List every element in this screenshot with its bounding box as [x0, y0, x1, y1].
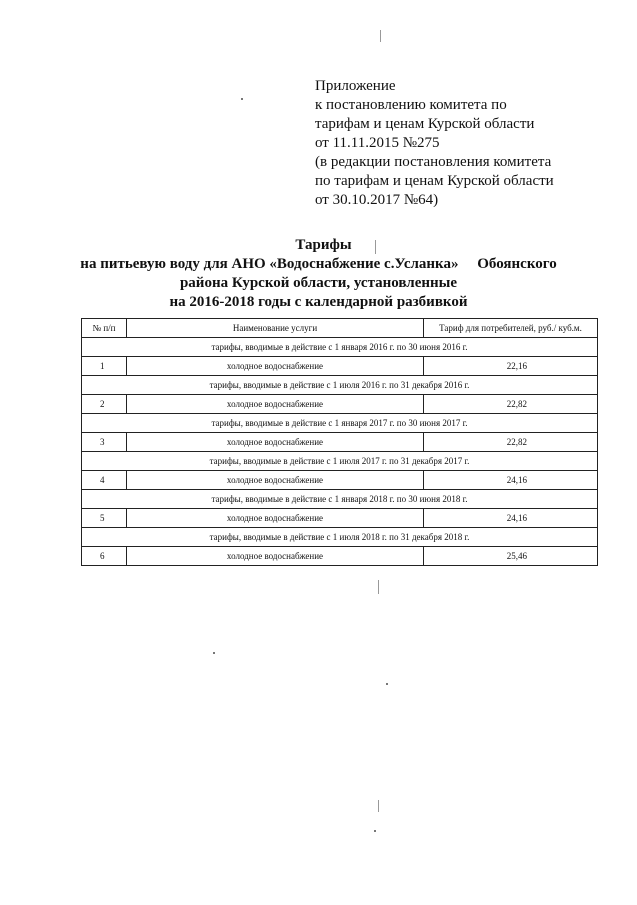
- appendix-line: к постановлению комитета по: [315, 97, 507, 113]
- period-row: [82, 338, 598, 357]
- row-service: холодное водоснабжение: [127, 433, 424, 452]
- title-line: на 2016-2018 годы с календарной разбивкой: [169, 294, 468, 310]
- appendix-line: от 30.10.2017 №64): [315, 192, 439, 208]
- period-row: [82, 414, 598, 433]
- appendix-line: по тарифам и ценам Курской области: [315, 173, 554, 189]
- scan-artifact: [241, 98, 243, 100]
- row-num: 5: [82, 509, 127, 528]
- row-service: холодное водоснабжение: [127, 471, 424, 490]
- period-label: тарифы, вводимые в действие с 1 июля 2018 г. по 31 декабря 2018 г.: [82, 528, 598, 547]
- scan-artifact: [213, 652, 215, 654]
- scan-artifact: [378, 580, 379, 594]
- scan-artifact: [378, 800, 379, 812]
- row-tariff: 24,16: [424, 471, 598, 490]
- row-service: холодное водоснабжение: [127, 357, 424, 376]
- period-row: [82, 452, 598, 471]
- title-line: района Курской области, установленные: [179, 275, 458, 291]
- document-title: [0, 236, 637, 312]
- period-label: тарифы, вводимые в действие с 1 июля 2017 г. по 31 декабря 2017 г.: [82, 452, 598, 471]
- appendix-line: (в редакции постановления комитета: [315, 154, 552, 170]
- appendix-line: Приложение: [315, 78, 396, 94]
- appendix-line: тарифам и ценам Курской области: [315, 116, 535, 132]
- row-service: холодное водоснабжение: [127, 395, 424, 414]
- row-service: холодное водоснабжение: [127, 509, 424, 528]
- period-label: тарифы, вводимые в действие с 1 июля 2016 г. по 31 декабря 2016 г.: [82, 376, 598, 395]
- row-tariff: 22,16: [424, 357, 598, 376]
- row-num: 2: [82, 395, 127, 414]
- row-tariff: 22,82: [424, 395, 598, 414]
- table-row: [82, 433, 598, 452]
- scan-artifact: [374, 830, 376, 832]
- header-tariff: Тариф для потребителей, руб./ куб.м.: [424, 319, 598, 338]
- table-header-row: [82, 319, 598, 338]
- table-row: [82, 395, 598, 414]
- period-row: [82, 490, 598, 509]
- period-row: [82, 376, 598, 395]
- tariff-table: [81, 318, 598, 566]
- table-row: [82, 471, 598, 490]
- row-tariff: 22,82: [424, 433, 598, 452]
- scan-artifact: [375, 240, 376, 254]
- header-num: № п/п: [82, 319, 127, 338]
- row-num: 1: [82, 357, 127, 376]
- scan-artifact: [380, 30, 381, 42]
- scan-artifact: [386, 683, 388, 685]
- row-service: холодное водоснабжение: [127, 547, 424, 566]
- period-row: [82, 528, 598, 547]
- period-label: тарифы, вводимые в действие с 1 января 2016 г. по 30 июня 2016 г.: [82, 338, 598, 357]
- row-num: 3: [82, 433, 127, 452]
- title-main: Тарифы: [295, 237, 352, 253]
- row-num: 6: [82, 547, 127, 566]
- appendix-line: от 11.11.2015 №275: [315, 135, 440, 151]
- title-line: на питьевую воду для АНО «Водоснабжение с.Усланка» Обоянского: [80, 256, 557, 272]
- row-tariff: 24,16: [424, 509, 598, 528]
- period-label: тарифы, вводимые в действие с 1 января 2018 г. по 30 июня 2018 г.: [82, 490, 598, 509]
- row-tariff: 25,46: [424, 547, 598, 566]
- table-row: [82, 509, 598, 528]
- header-service: Наименование услуги: [127, 319, 424, 338]
- period-label: тарифы, вводимые в действие с 1 января 2017 г. по 30 июня 2017 г.: [82, 414, 598, 433]
- table-row: [82, 547, 598, 566]
- row-num: 4: [82, 471, 127, 490]
- table-row: [82, 357, 598, 376]
- appendix-block: [315, 77, 554, 210]
